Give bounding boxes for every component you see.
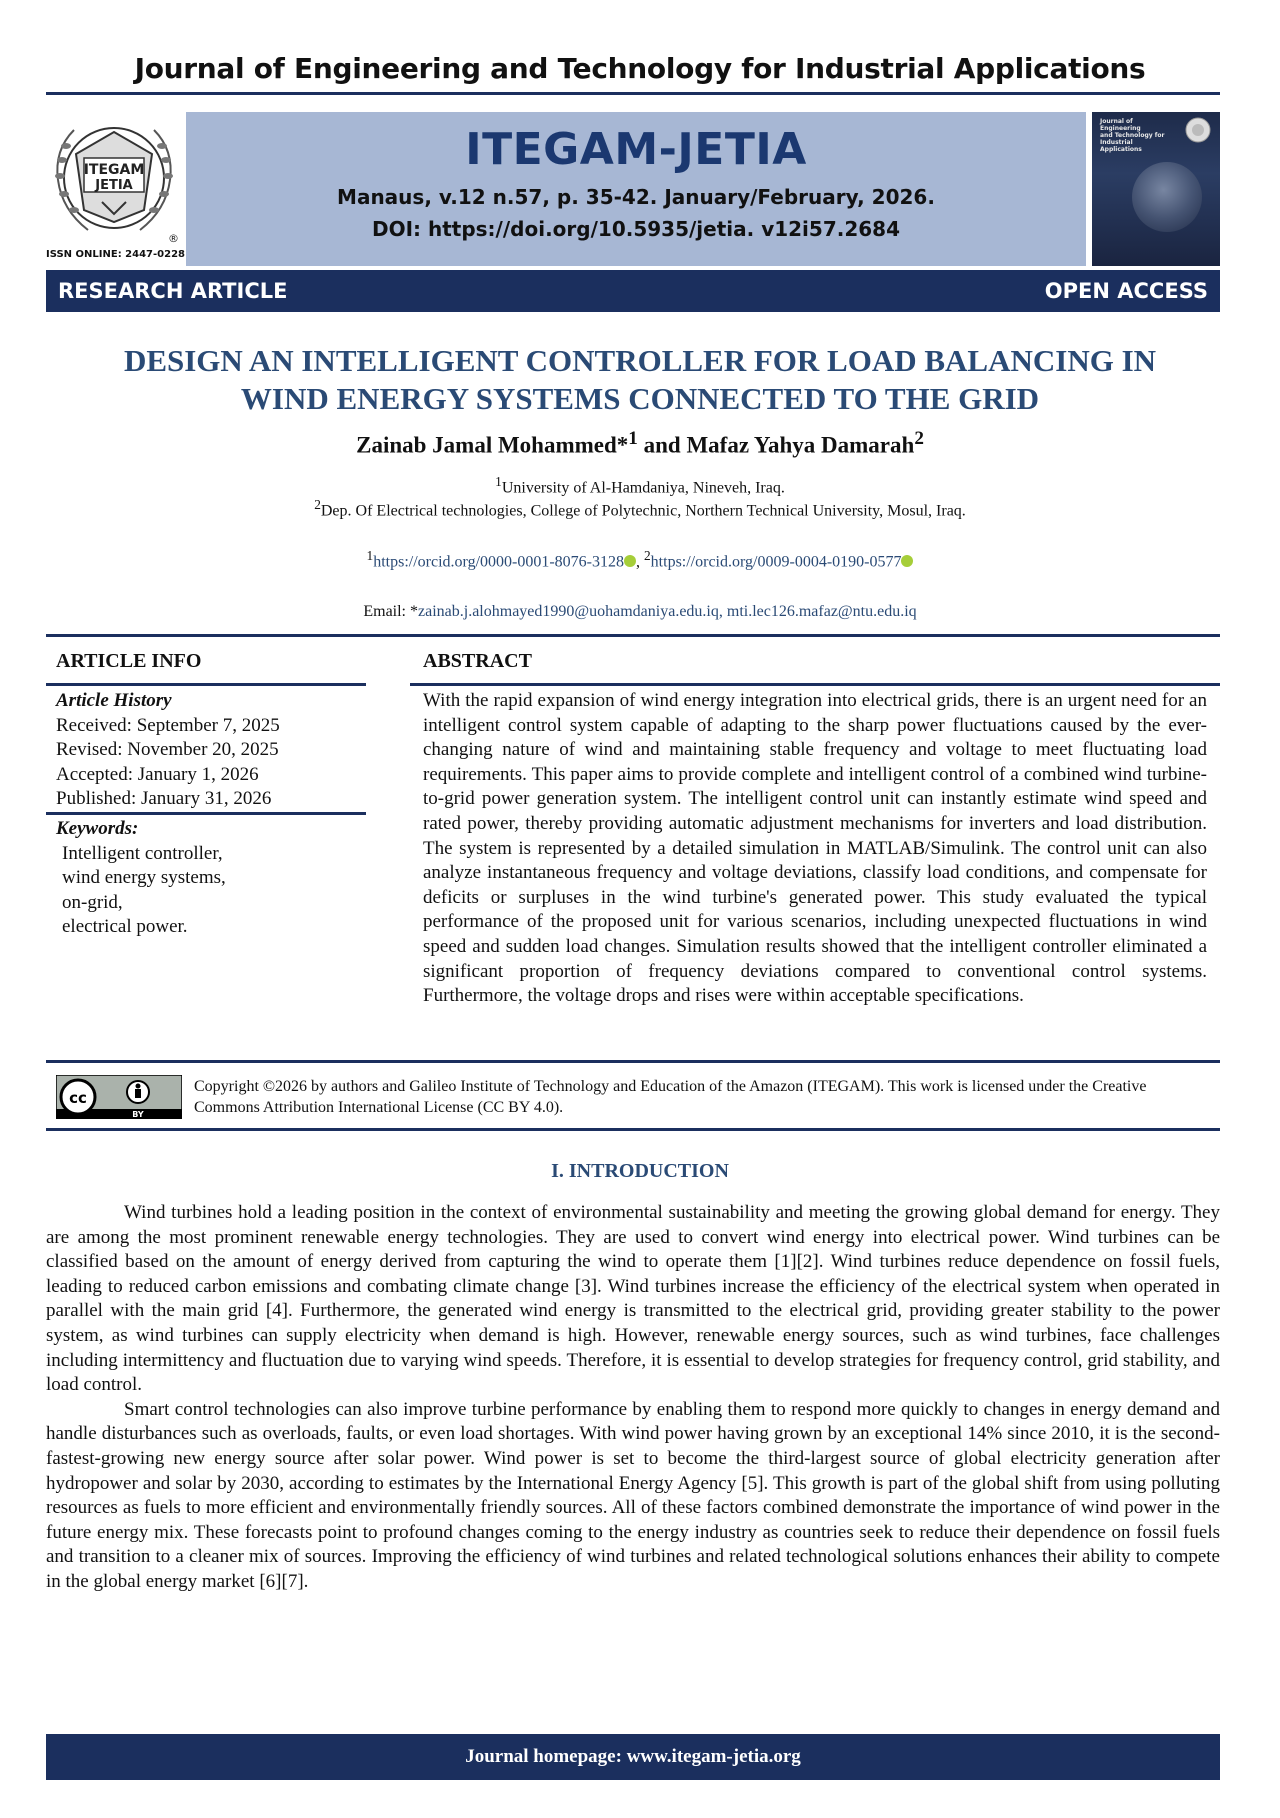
keyword-item: on-grid, xyxy=(62,891,123,913)
section-heading-introduction: I. INTRODUCTION xyxy=(551,1160,729,1182)
cc-by-license-icon xyxy=(56,1075,182,1119)
affiliation-2: $^2$Dep. Of Electrical technologies, College of Polytechnic, Northern Technical University, Mosul, Iraq. xyxy=(314,497,966,520)
cover-portrait-image xyxy=(1132,162,1202,232)
abstract-heading: ABSTRACT xyxy=(423,650,532,672)
svg-text:cc: cc xyxy=(69,1089,87,1107)
keyword-item: electrical power. xyxy=(62,916,188,937)
introduction-body xyxy=(46,1201,1220,1595)
issn-label: ISSN ONLINE: 2447-0228 xyxy=(46,249,185,260)
keywords: Keywords: Intelligent controller, wind energy systems, on-grid, electrical power. xyxy=(56,817,226,940)
research-article-label: RESEARCH ARTICLE xyxy=(58,279,288,303)
cover-title: Journal of Engineering and Technology for Industrial Applications xyxy=(1100,118,1165,153)
section-rule xyxy=(46,1060,1220,1063)
paragraph: Smart control technologies can also improve turbine performance by enabling them to respond more quickly to changes in energy demand and handle disturbances such as overloads, faults, or even load shortages. With wind power having grown by an exceptional 14% since 2010, it is the second-fastest-growing new energy source after solar power. Wind power is set to become the third-largest source of global electricity generation after hydropower and solar by 2030, according to estimates by the International Energy Agency [5]. This growth is part of the global shift from using polluting resources as fuels to more efficient and environmentally friendly sources. All of these factors combined demonstrate the importance of wind power in the future energy mix. These forecasts point to profound changes coming to the energy industry as countries seek to reduce their dependence on fossil fuels and transition to a cleaner mix of sources. Improving the efficiency of wind turbines and related technological solutions enhances their ability to compete in the global energy market [6][7]. xyxy=(46,1398,1220,1592)
orcid-links: $^1$https://orcid.org/0000-0001-8076-3128 , $^2$https://orcid.org/0009-0004-0190-0577 xyxy=(0,548,1280,571)
doi-line: DOI: https://doi.org/10.5935/jetia. v12i57.2684 xyxy=(371,217,901,241)
paper-title-line-2: WIND ENERGY SYSTEMS CONNECTED TO THE GRID xyxy=(240,381,1040,416)
affiliation-1: $^1$University of Al-Hamdaniya, Nineveh, Iraq. xyxy=(495,474,785,497)
section-rule xyxy=(46,634,1220,637)
journal-acronym: ITEGAM-JETIA xyxy=(465,124,807,175)
orcid-icon xyxy=(624,555,636,567)
journal-cover-thumbnail xyxy=(1092,112,1220,266)
keyword-item: wind energy systems, xyxy=(62,867,226,888)
cover-seal-icon xyxy=(1184,116,1212,144)
svg-text:ITEGAM: ITEGAM xyxy=(83,162,145,178)
keywords-rule xyxy=(46,812,366,815)
paragraph: Wind turbines hold a leading position in the context of environmental sustainability and meeting the growing global demand for energy. They are among the most prominent renewable energy technologies. They are used to convert wind energy into electrical power. Wind turbines can be classified based on the amount of energy derived from capturing the wind to operate them [1][2]. Wind turbines reduce dependence on fossil fuels, leading to reduced carbon emissions and combating climate change [3]. Wind turbines increase the efficiency of the electrical system when operated in parallel with the main grid [4]. Furthermore, the generated wind energy is transmitted to the electrical grid, providing greater stability to the power system, as wind turbines can supply electricity when demand is high. However, renewable energy sources, such as wind turbines, face challenges including intermittency and fluctuation due to varying wind speeds. Therefore, it is essential to develop strategies for frequency control, grid stability, and load control. xyxy=(46,1202,1220,1396)
paper-title xyxy=(0,342,1280,418)
volume-line: Manaus, v.12 n.57, p. 35-42. January/February, 2026. xyxy=(337,185,935,209)
author-list: Zainab Jamal Mohammed*$^1$ and Mafaz Yahya Damarah$^2$ xyxy=(356,428,924,458)
abstract-text: With the rapid expansion of wind energy integration into electrical grids, there is an urgent need for an intelligent control system capable of adapting to the sharp power fluctuations caused by the ever-changing nature of wind and maintaining stable frequency and voltage to meet fluctuating load requirements. This paper aims to provide complete and intelligent control of a combined wind turbine-to-grid power generation system. The intelligent control unit can instantly estimate wind speed and rated power, thereby providing automatic adjustment mechanisms for inverters and load distribution. The system is represented by a detailed simulation in MATLAB/Simulink. The control unit can also analyze instantaneous frequency and voltage deviations, classify load conditions, and compensate for deficits or surpluses in the wind turbine's generated power. This study evaluated the typical performance of the proposed unit for various scenarios, including unexpected fluctuations in wind speed and sudden load changes. Simulation results showed that the intelligent controller eliminated a significant proportion of frequency deviations compared to conventional control systems. Furthermore, the voltage drops and rises were within acceptable specifications. xyxy=(423,690,1207,1007)
orcid-link-1[interactable]: https://orcid.org/0000-0001-8076-3128 xyxy=(373,553,624,571)
section-rule xyxy=(46,1128,1220,1131)
article-info-heading: ARTICLE INFO xyxy=(56,650,202,672)
svg-text:®: ® xyxy=(168,232,179,245)
open-access-label: OPEN ACCESS xyxy=(1044,279,1208,303)
journal-logo xyxy=(44,110,184,268)
laurel-seal-icon xyxy=(44,110,184,250)
email-line: Email: *zainab.j.alohmayed1990@uohamdaniya.edu.iq, mti.lec126.mafaz@ntu.edu.iq xyxy=(363,603,917,620)
orcid-icon xyxy=(901,555,913,567)
copyright-notice: Copyright ©2026 by authors and Galileo Institute of Technology and Education of the Amazon (ITEGAM). This work is licensed under the Creative Commons Attribution International License (CC BY 4.0). xyxy=(194,1078,1147,1116)
keyword-item: Intelligent controller, xyxy=(62,842,223,864)
article-info-rule xyxy=(46,683,366,686)
journal-header-band xyxy=(186,112,1086,266)
article-type-bar xyxy=(46,270,1220,312)
article-history: Article History Received: September 7, 2025 Revised: November 20, 2025 Accepted: January 1, 2026 Published: January 31, 2026 xyxy=(56,690,280,809)
header-rule xyxy=(46,92,1220,95)
svg-text:JETIA: JETIA xyxy=(95,178,133,193)
paper-title-line-1: DESIGN AN INTELLIGENT CONTROLLER FOR LOAD BALANCING IN xyxy=(123,343,1157,378)
orcid-link-2[interactable]: https://orcid.org/0009-0004-0190-0577 xyxy=(650,553,902,571)
journal-name: Journal of Engineering and Technology for Industrial Applications xyxy=(134,52,1146,85)
abstract-rule xyxy=(410,683,1220,686)
svg-text:BY: BY xyxy=(132,1110,144,1119)
email-addresses[interactable]: zainab.j.alohmayed1990@uohamdaniya.edu.iq, mti.lec126.mafaz@ntu.edu.iq xyxy=(418,603,917,620)
journal-homepage-footer[interactable]: Journal homepage: www.itegam-jetia.org xyxy=(46,1734,1220,1780)
